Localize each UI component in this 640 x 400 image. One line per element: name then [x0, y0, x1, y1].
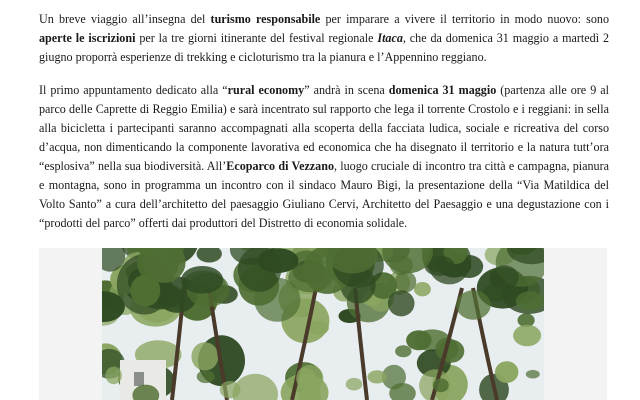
foliage-patch: [456, 290, 491, 319]
foliage-patch: [197, 370, 215, 383]
detail-paragraph: [39, 81, 609, 233]
house-window: [134, 372, 144, 386]
foliage-patch: [395, 345, 411, 357]
foliage-patch: [388, 290, 415, 316]
bold-phrase: aperte le iscrizioni: [39, 31, 136, 45]
park-photo: [102, 248, 544, 400]
foliage-patch: [495, 361, 518, 383]
text-run: per la tre giorni itinerante del festival regionale: [135, 31, 378, 45]
bold-phrase: domenica 31 maggio: [388, 83, 497, 97]
text-run: per imparare a vivere il territorio in modo nuovo: sono: [320, 12, 609, 26]
foliage-patch: [191, 342, 218, 370]
festival-name-italic: Itaca: [377, 31, 403, 45]
photo-frame: [39, 248, 607, 400]
intro-paragraph: [39, 10, 609, 67]
bold-phrase: rural economy: [227, 83, 305, 97]
foliage-patch: [433, 378, 449, 392]
bold-phrase: Ecoparco di Vezzano: [226, 159, 334, 173]
text-run: (partenza alle ore 9 al parco delle Caprette di Reggio Emilia) e sarà incentrato sul rapporto che lega il torrente Crostolo e i reggiani: in sella alla bicicletta i partecipanti saranno accompagnati alla scoperta della facciata ludica, sociale e ricreativa del corso d’acqua, non dimenticando la componente lavorativa ed economica che ha disegnato il territorio e la natura tutt’ora “esplosiva” nella sua biodiversità. All’: [39, 83, 609, 173]
foliage-patch: [395, 271, 417, 292]
foliage-patch: [513, 325, 541, 347]
foliage-patch: [406, 330, 432, 350]
foliage-patch: [490, 265, 519, 289]
foliage-patch: [368, 370, 387, 383]
foliage-patch: [414, 282, 431, 296]
text-run: Un breve viaggio all’insegna del: [39, 12, 211, 26]
foliage-patch: [516, 291, 544, 310]
foliage-patch: [106, 367, 122, 385]
text-run: , che da domenica 31 maggio a martedì 2 giugno proporrà esperienze di trekking e cicloturismo tra la pianura e l’Appennino reggiano.: [39, 31, 610, 64]
foliage-patch: [181, 266, 223, 294]
festival-name: [377, 31, 403, 45]
foliage-patch: [346, 378, 363, 391]
text-run: , luogo cruciale di incontro tra città e campagna, pianura e montagna, sono in programma un incontro con il sindaco Mauro Bigi, la presentazione della “Via Matildica del Volto Santo” a cura dell’architetto del paesaggio Giuliano Cervi, Architetto del Paesaggio e una degustazione con i “prodotti del parco” offerti dai produttori del Distretto di economia solidale.: [39, 159, 609, 230]
foliage-patch: [526, 370, 540, 379]
foliage-patch: [220, 381, 241, 398]
foliage-patch: [238, 248, 282, 292]
bold-phrase: turismo responsabile: [210, 12, 321, 26]
text-run: ” andrà in scena: [304, 83, 389, 97]
text-run: Il primo appuntamento dedicato alla “: [39, 83, 228, 97]
